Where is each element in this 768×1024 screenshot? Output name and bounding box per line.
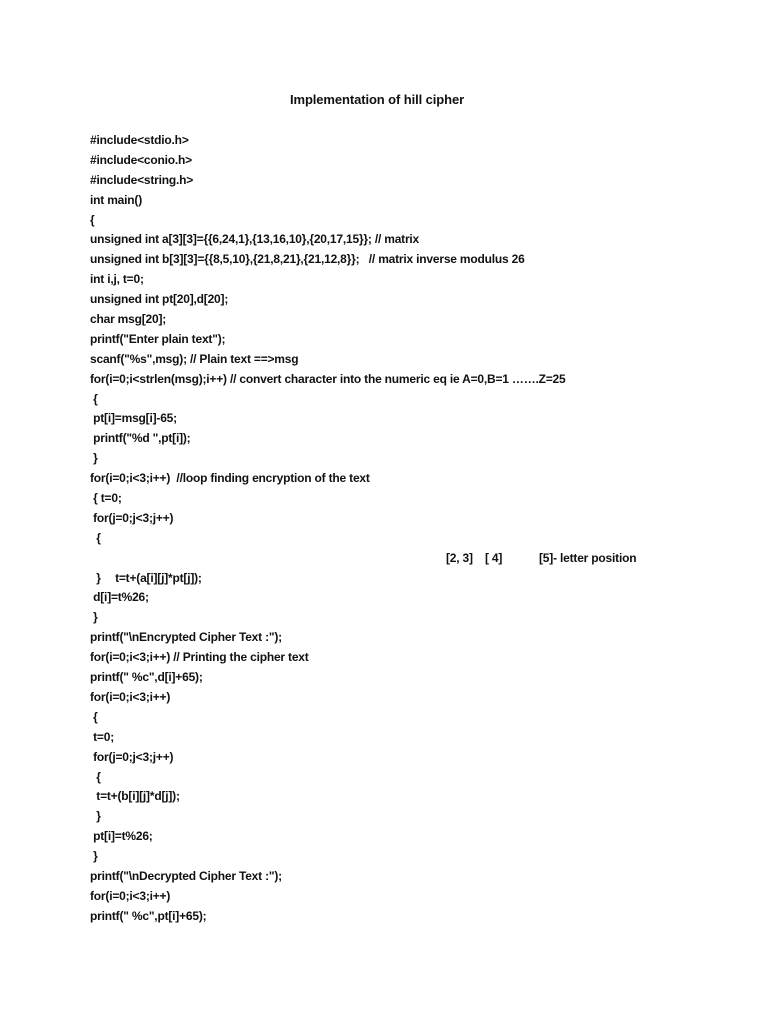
code-line: char msg[20]; [90,312,167,327]
code-line: printf("Enter plain text"); [90,331,226,346]
code-line-with-note [90,549,730,585]
code-line: #include<conio.h> [90,152,192,167]
code-line: for(i=0;i<3;i++) [90,888,171,903]
margin-note-index: [ 4] [485,550,503,565]
code-line: unsigned int a[3][3]={{6,24,1},{13,16,10},{20,17,15}}; // matrix [90,232,420,247]
code-line: unsigned int b[3][3]={{8,5,10},{21,8,21},{21,12,8}}; // matrix inverse modulus 26 [90,252,525,267]
code-line: } [90,809,101,824]
code-line: { [90,212,95,227]
code-line: for(i=0;i<3;i++) //loop finding encryption of the text [90,471,370,486]
code-line: for(j=0;j<3;j++) [90,510,174,525]
code-line: { [90,769,101,784]
code-line: scanf("%s",msg); // Plain text ==>msg [90,351,299,366]
code-line: { [90,391,98,406]
code-line: d[i]=t%26; [90,590,149,605]
code-line: } [90,451,98,466]
code-line: { [90,709,98,724]
code-line: printf("%d ",pt[i]); [90,431,191,446]
code-line: } [90,570,101,585]
code-line: pt[i]=t%26; [90,829,153,844]
code-line: printf("\nDecrypted Cipher Text :"); [90,868,282,883]
code-line: printf("\nEncrypted Cipher Text :"); [90,630,282,645]
code-line: for(i=0;i<3;i++) // Printing the cipher text [90,650,309,665]
code-line: t=t+(b[i][j]*d[j]); [90,789,180,804]
code-line: for(j=0;j<3;j++) [90,749,174,764]
code-line: int main() [90,192,142,207]
code-line: printf(" %c",d[i]+65); [90,670,203,685]
code-line: unsigned int pt[20],d[20]; [90,292,229,307]
code-line: { [90,530,101,545]
code-line: } [90,610,98,625]
code-line: printf(" %c",pt[i]+65); [90,908,207,923]
code-line: { t=0; [90,491,122,506]
document-title: Implementation of hill cipher [289,92,465,107]
code-line: #include<string.h> [90,172,194,187]
code-line: pt[i]=msg[i]-65; [90,411,177,426]
code-line: int i,j, t=0; [90,272,144,287]
margin-note-letter-position: [5]- letter position [539,550,637,565]
code-listing [90,131,730,927]
code-line: for(i=0;i<strlen(msg);i++) // convert character into the numeric eq ie A=0,B=1 …….Z=25 [90,371,566,386]
margin-note-positions: [2, 3] [446,550,473,565]
code-line: t=0; [90,729,115,744]
code-line: #include<stdio.h> [90,133,189,147]
code-text: t=t+(a[i][j]*pt[j]); [108,570,202,585]
code-line: for(i=0;i<3;i++) [90,689,171,704]
code-line: } [90,849,98,864]
